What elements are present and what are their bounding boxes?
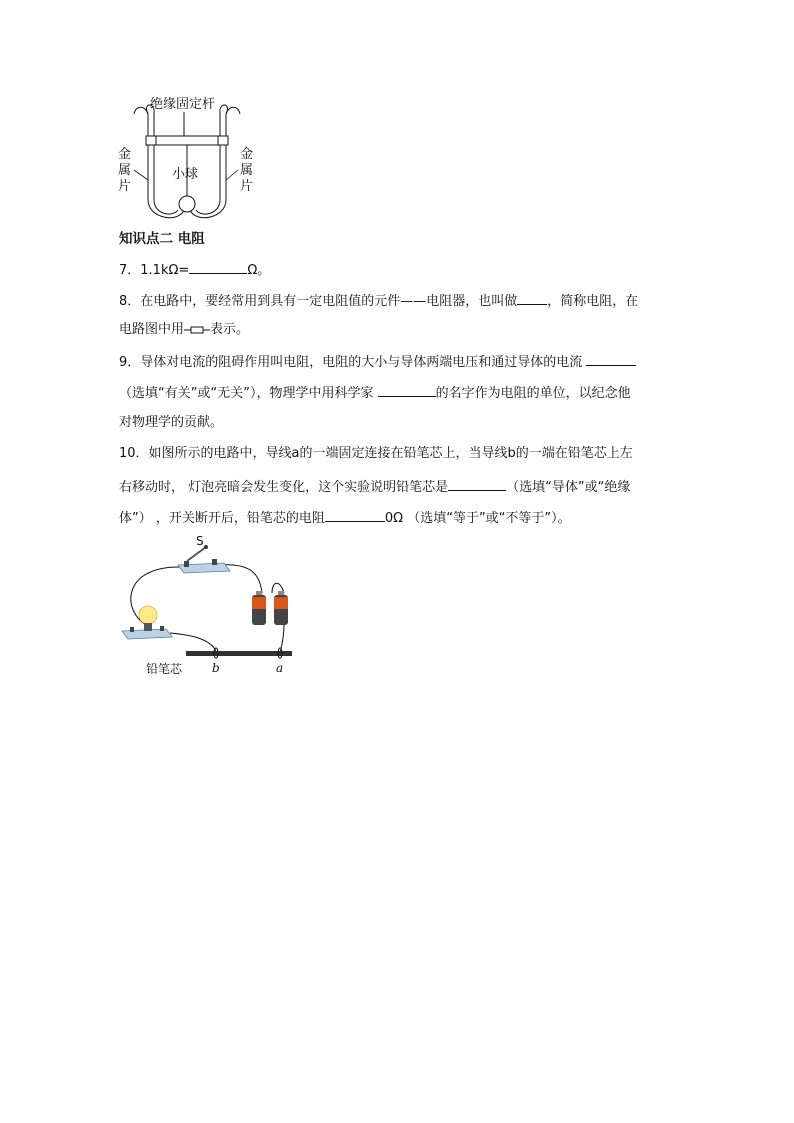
- electroscope-figure: [112, 92, 262, 222]
- question-10-line-2: [119, 478, 630, 496]
- metal-strip-right-label-1: 金: [240, 147, 254, 162]
- metal-strip-right-label-2: 属: [240, 163, 254, 178]
- q7-text-after: Ω。: [247, 263, 271, 278]
- q10-blank-2[interactable]: [325, 509, 385, 522]
- q9-text-3: 的名字作为电阻的单位，以纪念他: [435, 386, 631, 401]
- q8-text-before: 8．在电路中，要经常用到具有一定电阻值的元件——电阻器，也叫做: [119, 294, 518, 309]
- insulating-rod-label: 绝缘固定杆: [150, 97, 216, 112]
- point-b-label: b: [212, 661, 220, 675]
- point-a-label: a: [276, 661, 284, 675]
- q7-text-before: 7．1.1kΩ=: [119, 263, 190, 278]
- q9-text-4: 对物理学的贡献。: [119, 415, 224, 430]
- battery-icon: [274, 591, 288, 625]
- question-10-line-1: [119, 446, 633, 462]
- question-9-line-2: [119, 384, 631, 402]
- switch-label: S: [196, 535, 204, 548]
- q8-text-after: ，简称电阻，在: [547, 294, 639, 309]
- section-heading: 知识点二 电阻: [119, 231, 205, 247]
- q10-text-3: （选填“导体”或“绝缘: [506, 480, 631, 495]
- question-7: [119, 261, 270, 279]
- q9-text-2: （选填“有关”或“无关”），物理学中用科学家: [119, 386, 374, 401]
- ball-label: 小球: [172, 167, 199, 182]
- q10-text-5: 0Ω （选填“等于”或“不等于”）。: [384, 511, 571, 526]
- q8-blank[interactable]: [517, 292, 547, 305]
- light-bulb-icon: [130, 606, 164, 632]
- q7-blank[interactable]: [189, 261, 247, 274]
- question-8-line-1: [119, 292, 638, 310]
- q9-blank-2[interactable]: [378, 384, 436, 397]
- question-8-line-2: [119, 322, 249, 338]
- circuit-figure: [112, 535, 307, 680]
- q8-line2-after: 表示。: [210, 322, 250, 337]
- metal-strip-right-label-3: 片: [240, 179, 254, 194]
- metal-strip-left-label-3: 片: [118, 179, 132, 194]
- q10-text-1: 10．如图所示的电路中，导线a的一端固定连接在铅笔芯上，当导线b的一端在铅笔芯上左: [119, 446, 633, 461]
- pencil-lead: [186, 651, 292, 656]
- q9-blank-1[interactable]: [586, 353, 636, 366]
- q8-line2-text: 电路图中用: [119, 322, 185, 337]
- battery-icon: [252, 591, 266, 625]
- metal-strip-left-label-1: 金: [118, 147, 132, 162]
- resistor-symbol-icon: [184, 325, 210, 335]
- metal-strip-left-label-2: 属: [118, 163, 132, 178]
- question-10-line-3: [119, 509, 571, 527]
- question-9-line-1: [119, 353, 636, 371]
- q10-text-2: 右移动时， 灯泡亮暗会发生变化，这个实验说明铅笔芯是: [119, 480, 449, 495]
- q10-text-4: 体”） ，开关断开后，铅笔芯的电阻: [119, 511, 325, 526]
- pencil-lead-label: 铅笔芯: [146, 662, 183, 676]
- question-9-line-3: [119, 415, 223, 431]
- q9-text-1: 9．导体对电流的阻碍作用叫电阻，电阻的大小与导体两端电压和通过导体的电流: [119, 355, 583, 370]
- q10-blank-1[interactable]: [448, 478, 506, 491]
